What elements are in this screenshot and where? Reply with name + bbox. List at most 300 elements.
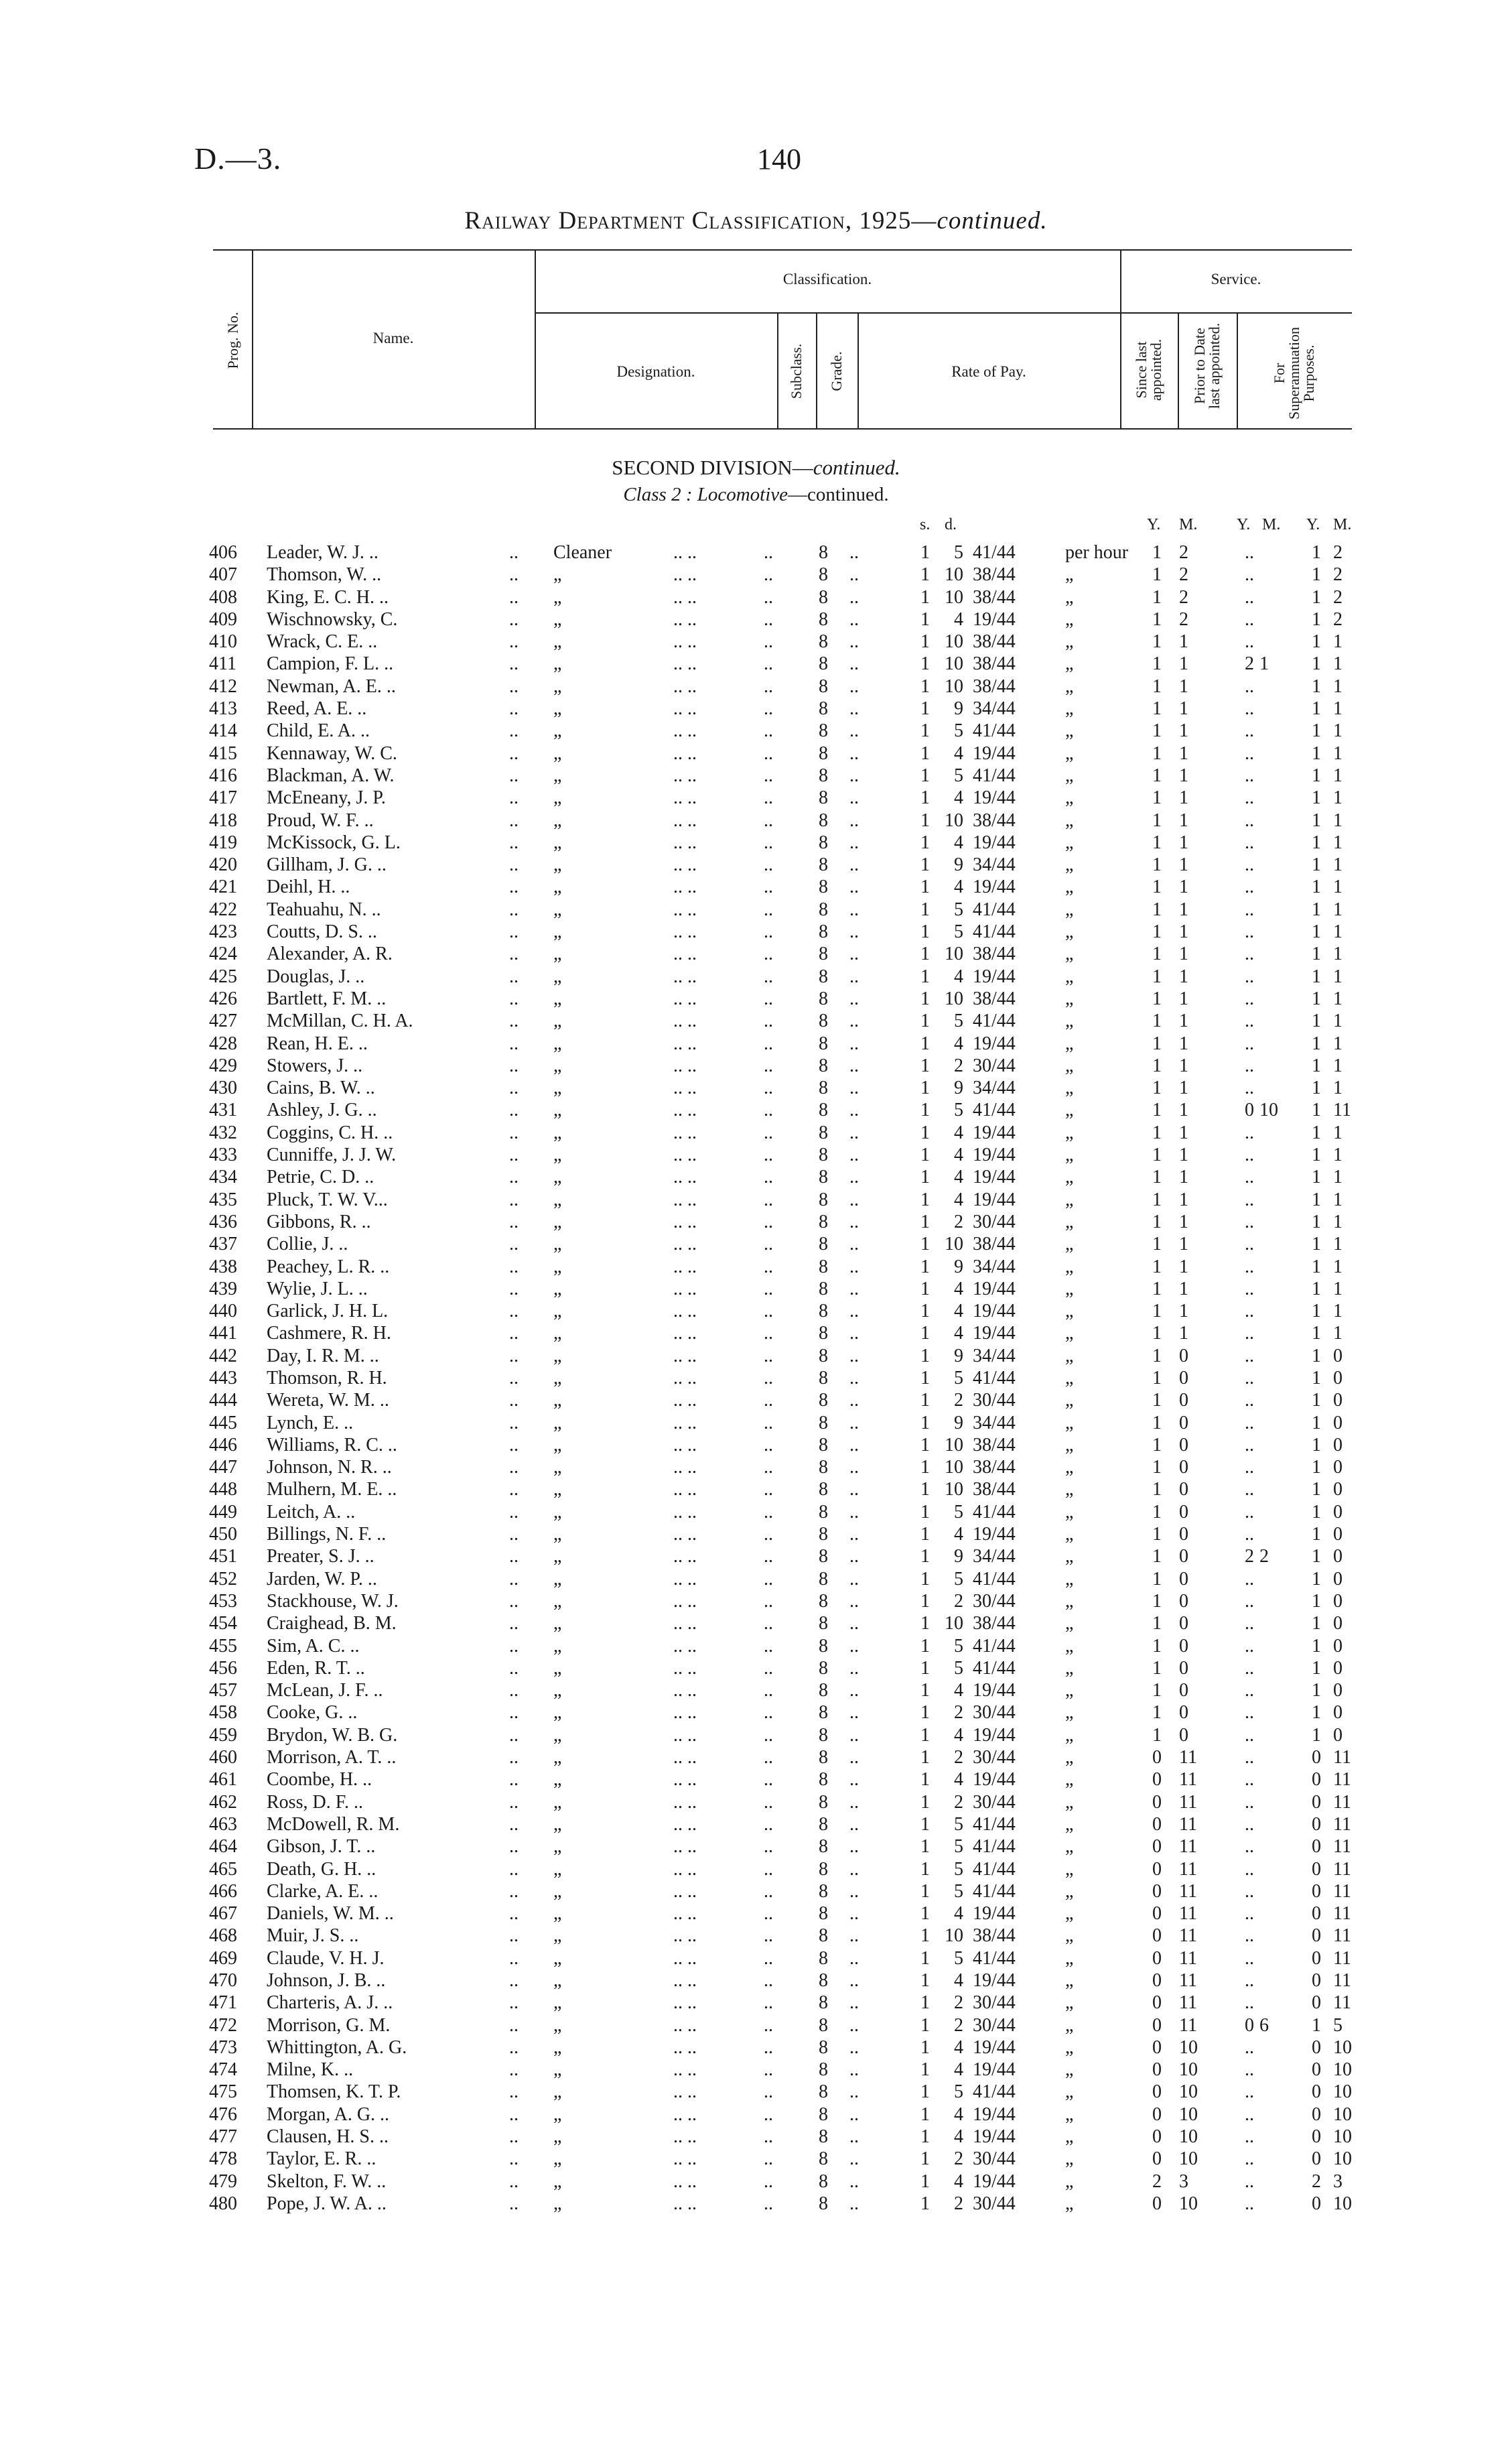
subclass: 8	[819, 564, 828, 586]
rate-basis: „	[1065, 1635, 1074, 1657]
rate-pence: 2	[954, 1992, 963, 2014]
table-row	[0, 1590, 1512, 1612]
leader-dots: ..	[764, 1546, 773, 1567]
superannuation-years: 1	[1312, 1055, 1321, 1076]
rate-fraction: 34/44	[973, 854, 1016, 876]
leader-dots: .. ..	[673, 1033, 697, 1054]
prog-number: 409	[209, 608, 237, 630]
leader-dots: ..	[509, 1457, 519, 1478]
subclass: 8	[819, 2148, 828, 2170]
rate-basis: „	[1065, 944, 1074, 965]
designation: „	[553, 1903, 562, 1925]
leader-dots: ..	[764, 2014, 773, 2036]
superannuation-years: 0	[1312, 1970, 1321, 1991]
prior-years: ..	[1245, 1992, 1254, 2014]
rate-fraction: 19/44	[973, 1145, 1016, 1166]
prog-number: 467	[209, 1903, 237, 1925]
prior-years: ..	[1245, 944, 1254, 965]
superannuation-years: 0	[1312, 1903, 1321, 1925]
superannuation-months: 10	[1333, 2193, 1352, 2214]
leader-dots: ..	[764, 2059, 773, 2081]
subclass: 8	[819, 809, 828, 831]
leader-dots: ..	[849, 1189, 859, 1210]
rate-fraction: 19/44	[973, 2171, 1016, 2192]
leader-dots: ..	[509, 1367, 519, 1388]
superannuation-months: 2	[1333, 564, 1343, 586]
designation: „	[553, 921, 562, 943]
rate-shillings: 1	[920, 2081, 930, 2103]
rate-shillings: 1	[920, 1747, 930, 1768]
leader-dots: ..	[764, 1434, 773, 1455]
table-row	[0, 1701, 1512, 1724]
prior-years: ..	[1245, 1211, 1254, 1232]
rate-basis: „	[1065, 1590, 1074, 1612]
superannuation-months: 11	[1333, 1970, 1351, 1991]
leader-dots: ..	[509, 1947, 519, 1969]
leader-dots: ..	[764, 1903, 773, 1925]
leader-dots: ..	[849, 1702, 859, 1724]
rate-fraction: 41/44	[973, 1657, 1016, 1679]
prior-years: ..	[1245, 1301, 1254, 1322]
subclass: 8	[819, 1323, 828, 1344]
superannuation-months: 0	[1333, 1702, 1343, 1724]
superannuation-years: 1	[1312, 1078, 1321, 1099]
designation: „	[553, 1033, 562, 1054]
leader-dots: ..	[764, 631, 773, 653]
rate-pence: 10	[945, 586, 963, 608]
rate-basis: „	[1065, 653, 1074, 675]
leader-dots: ..	[764, 1367, 773, 1388]
prog-number: 423	[209, 921, 237, 943]
leader-dots: .. ..	[673, 921, 697, 943]
leader-dots: ..	[849, 542, 859, 563]
designation: „	[553, 2171, 562, 2192]
page-title-main: Railway Department Classification, 1925—	[464, 207, 937, 235]
since-last-months: 1	[1179, 1100, 1188, 1121]
leader-dots: ..	[849, 787, 859, 809]
leader-dots: ..	[849, 1546, 859, 1567]
leader-dots: ..	[509, 988, 519, 1009]
superannuation-years: 1	[1312, 698, 1321, 720]
leader-dots: ..	[849, 586, 859, 608]
leader-dots: ..	[849, 1791, 859, 1813]
superannuation-months: 1	[1333, 966, 1343, 987]
leader-dots: ..	[764, 1657, 773, 1679]
rate-shillings: 1	[920, 1970, 930, 1991]
table-row	[0, 2081, 1512, 2103]
employee-name: Skelton, F. W. ..	[267, 2171, 387, 2192]
prog-number: 421	[209, 877, 237, 898]
designation: „	[553, 1122, 562, 1143]
table-row	[0, 698, 1512, 720]
leader-dots: ..	[509, 1880, 519, 1902]
since-last-months: 0	[1179, 1434, 1188, 1455]
employee-name: McLean, J. F. ..	[267, 1680, 383, 1701]
leader-dots: ..	[509, 2171, 519, 2192]
class-name: Locomotive	[697, 484, 788, 505]
rate-fraction: 34/44	[973, 1546, 1016, 1567]
since-last-months: 0	[1179, 1367, 1188, 1388]
designation: „	[553, 944, 562, 965]
rate-shillings: 1	[920, 2148, 930, 2170]
rate-basis: „	[1065, 988, 1074, 1009]
rate-shillings: 1	[920, 2014, 930, 2036]
superannuation-months: 11	[1333, 1100, 1351, 1121]
leader-dots: ..	[849, 1836, 859, 1858]
superannuation-years: 1	[1312, 809, 1321, 831]
leader-dots: ..	[764, 2036, 773, 2058]
rate-fraction: 34/44	[973, 698, 1016, 720]
rate-shillings: 1	[920, 877, 930, 898]
since-last-months: 10	[1179, 2059, 1198, 2081]
prog-number: 458	[209, 1702, 237, 1724]
rate-pence: 4	[954, 2103, 963, 2125]
prog-number: 472	[209, 2014, 237, 2036]
designation: „	[553, 1434, 562, 1455]
prog-number: 459	[209, 1724, 237, 1746]
class-suffix: —continued.	[788, 484, 889, 505]
leader-dots: ..	[849, 1501, 859, 1522]
prior-years: ..	[1245, 1234, 1254, 1255]
subclass: 8	[819, 1635, 828, 1657]
prog-number: 407	[209, 564, 237, 586]
designation: „	[553, 1813, 562, 1835]
leader-dots: .. ..	[673, 1836, 697, 1858]
rate-pence: 10	[945, 631, 963, 653]
prior-years: ..	[1245, 877, 1254, 898]
leader-dots: ..	[849, 1256, 859, 1277]
rate-shillings: 1	[920, 586, 930, 608]
prog-number: 474	[209, 2059, 237, 2081]
since-last-years: 0	[1152, 1903, 1162, 1925]
superannuation-years: 1	[1312, 542, 1321, 563]
rate-fraction: 30/44	[973, 1211, 1016, 1232]
prior-years: ..	[1245, 2126, 1254, 2148]
since-last-years: 2	[1152, 2171, 1162, 2192]
leader-dots: ..	[849, 1323, 859, 1344]
designation: „	[553, 2059, 562, 2081]
superannuation-months: 11	[1333, 1880, 1351, 1902]
superannuation-months: 0	[1333, 1501, 1343, 1522]
leader-dots: ..	[849, 1367, 859, 1388]
leader-dots: ..	[509, 1078, 519, 1099]
leader-dots: ..	[849, 2193, 859, 2214]
rate-fraction: 19/44	[973, 2059, 1016, 2081]
table-row	[0, 1010, 1512, 1032]
since-last-years: 1	[1152, 1100, 1162, 1121]
designation: „	[553, 586, 562, 608]
rate-shillings: 1	[920, 832, 930, 853]
since-last-months: 1	[1179, 1301, 1188, 1322]
employee-name: Cashmere, R. H.	[267, 1323, 391, 1344]
since-last-months: 0	[1179, 1568, 1188, 1590]
superannuation-years: 1	[1312, 1011, 1321, 1032]
rate-pence: 9	[954, 1256, 963, 1277]
leader-dots: ..	[849, 2148, 859, 2170]
since-last-months: 0	[1179, 1546, 1188, 1567]
superannuation-months: 11	[1333, 1791, 1351, 1813]
prog-number: 470	[209, 1970, 237, 1991]
leader-dots: ..	[849, 1524, 859, 1545]
superannuation-years: 1	[1312, 1033, 1321, 1054]
leader-dots: ..	[764, 1992, 773, 2014]
rate-shillings: 1	[920, 1345, 930, 1366]
unit-years: Y.	[1147, 516, 1161, 533]
leader-dots: ..	[764, 1702, 773, 1724]
table-row	[0, 1568, 1512, 1590]
leader-dots: ..	[764, 564, 773, 586]
rate-shillings: 1	[920, 1702, 930, 1724]
superannuation-months: 11	[1333, 1858, 1351, 1880]
rate-pence: 5	[954, 765, 963, 786]
superannuation-years: 1	[1312, 1323, 1321, 1344]
leader-dots: ..	[849, 1434, 859, 1455]
rate-shillings: 1	[920, 720, 930, 742]
designation: „	[553, 832, 562, 853]
table-row	[0, 1880, 1512, 1902]
rate-basis: „	[1065, 2081, 1074, 2103]
col-name: Name.	[372, 330, 414, 346]
rate-shillings: 1	[920, 608, 930, 630]
since-last-months: 1	[1179, 854, 1188, 876]
leader-dots: .. ..	[673, 720, 697, 742]
leader-dots: .. ..	[673, 1568, 697, 1590]
table-row	[0, 1077, 1512, 1099]
leader-dots: ..	[849, 1479, 859, 1500]
rate-shillings: 1	[920, 1769, 930, 1791]
prior-years: ..	[1245, 742, 1254, 764]
rate-pence: 9	[954, 1546, 963, 1567]
rate-fraction: 41/44	[973, 1947, 1016, 1969]
designation: „	[553, 787, 562, 809]
prior-years: ..	[1245, 1278, 1254, 1299]
rate-pence: 5	[954, 1011, 963, 1032]
leader-dots: ..	[764, 1813, 773, 1835]
rate-fraction: 34/44	[973, 1412, 1016, 1433]
since-last-months: 0	[1179, 1524, 1188, 1545]
designation: „	[553, 1367, 562, 1388]
leader-dots: ..	[509, 2081, 519, 2103]
rate-basis: „	[1065, 1011, 1074, 1032]
header-divider	[535, 312, 1120, 314]
rate-fraction: 34/44	[973, 1256, 1016, 1277]
leader-dots: ..	[849, 899, 859, 920]
table-row	[0, 653, 1512, 675]
designation: „	[553, 988, 562, 1009]
employee-name: Daniels, W. M. ..	[267, 1903, 394, 1925]
table-row	[0, 1367, 1512, 1389]
rate-basis: „	[1065, 1568, 1074, 1590]
rate-fraction: 19/44	[973, 787, 1016, 809]
since-last-years: 1	[1152, 608, 1162, 630]
rate-pence: 4	[954, 832, 963, 853]
subclass: 8	[819, 1145, 828, 1166]
rate-pence: 2	[954, 1702, 963, 1724]
since-last-months: 1	[1179, 921, 1188, 943]
superannuation-years: 1	[1312, 653, 1321, 675]
superannuation-months: 0	[1333, 1724, 1343, 1746]
subclass: 8	[819, 988, 828, 1009]
rate-shillings: 1	[920, 765, 930, 786]
prog-number: 454	[209, 1613, 237, 1634]
subclass: 8	[819, 1546, 828, 1567]
rate-shillings: 1	[920, 2103, 930, 2125]
subclass: 8	[819, 877, 828, 898]
prior-years: ..	[1245, 2103, 1254, 2125]
table-row	[0, 1992, 1512, 2014]
designation: „	[553, 1055, 562, 1076]
rate-fraction: 19/44	[973, 1769, 1016, 1791]
rate-fraction: 30/44	[973, 1390, 1016, 1411]
subclass: 8	[819, 1813, 828, 1835]
since-last-months: 1	[1179, 742, 1188, 764]
subclass: 8	[819, 1011, 828, 1032]
leader-dots: ..	[764, 1167, 773, 1188]
superannuation-years: 1	[1312, 1457, 1321, 1478]
rate-shillings: 1	[920, 1145, 930, 1166]
employee-name: Wischnowsky, C.	[267, 608, 398, 630]
superannuation-months: 11	[1333, 1947, 1351, 1969]
prior-years: ..	[1245, 631, 1254, 653]
rate-shillings: 1	[920, 1992, 930, 2014]
employee-name: Death, G. H. ..	[267, 1858, 376, 1880]
leader-dots: ..	[849, 1078, 859, 1099]
leader-dots: ..	[509, 1546, 519, 1567]
designation: „	[553, 1457, 562, 1478]
since-last-months: 1	[1179, 675, 1188, 697]
table-row	[0, 586, 1512, 608]
rate-pence: 4	[954, 1323, 963, 1344]
leader-dots: ..	[764, 742, 773, 764]
prog-number: 478	[209, 2148, 237, 2170]
rate-basis: „	[1065, 1078, 1074, 1099]
rate-basis: „	[1065, 1702, 1074, 1724]
class-label: Class 2 :	[623, 484, 693, 505]
superannuation-months: 1	[1333, 877, 1343, 898]
rate-fraction: 19/44	[973, 2036, 1016, 2058]
prog-number: 419	[209, 832, 237, 853]
leader-dots: ..	[764, 2148, 773, 2170]
leader-dots: ..	[849, 877, 859, 898]
subclass: 8	[819, 2036, 828, 2058]
superannuation-months: 0	[1333, 1568, 1343, 1590]
prior-years: ..	[1245, 1702, 1254, 1724]
prior-months: 2	[1259, 1546, 1269, 1567]
rate-basis: „	[1065, 1947, 1074, 1969]
superannuation-years: 0	[1312, 1880, 1321, 1902]
table-row	[0, 2126, 1512, 2148]
designation: „	[553, 809, 562, 831]
leader-dots: ..	[849, 1234, 859, 1255]
rate-pence: 10	[945, 1479, 963, 1500]
rate-basis: „	[1065, 1256, 1074, 1277]
leader-dots: ..	[849, 1747, 859, 1768]
rate-basis: „	[1065, 1145, 1074, 1166]
leader-dots: ..	[764, 698, 773, 720]
rate-pence: 4	[954, 1903, 963, 1925]
leader-dots: ..	[509, 1145, 519, 1166]
designation: „	[553, 1613, 562, 1634]
leader-dots: ..	[764, 1189, 773, 1210]
leader-dots: ..	[849, 1100, 859, 1121]
col-service: Service.	[1211, 271, 1261, 287]
prior-years: 0	[1245, 1100, 1254, 1121]
rate-pence: 9	[954, 1412, 963, 1433]
employee-name: Campion, F. L. ..	[267, 653, 394, 675]
leader-dots: .. ..	[673, 1635, 697, 1657]
superannuation-months: 11	[1333, 1747, 1351, 1768]
leader-dots: ..	[764, 1724, 773, 1746]
rate-fraction: 41/44	[973, 720, 1016, 742]
since-last-years: 1	[1152, 1702, 1162, 1724]
rate-basis: „	[1065, 1747, 1074, 1768]
rate-pence: 2	[954, 2148, 963, 2170]
subclass: 8	[819, 1836, 828, 1858]
rate-fraction: 19/44	[973, 1301, 1016, 1322]
rate-fraction: 30/44	[973, 1992, 1016, 2014]
rate-pence: 4	[954, 1189, 963, 1210]
designation: „	[553, 1970, 562, 1991]
table-row	[0, 2014, 1512, 2036]
leader-dots: .. ..	[673, 2059, 697, 2081]
since-last-months: 1	[1179, 1278, 1188, 1299]
since-last-months: 0	[1179, 1657, 1188, 1679]
since-last-years: 1	[1152, 832, 1162, 853]
since-last-years: 1	[1152, 899, 1162, 920]
subclass: 8	[819, 1479, 828, 1500]
since-last-months: 1	[1179, 1033, 1188, 1054]
rate-fraction: 38/44	[973, 1613, 1016, 1634]
since-last-months: 0	[1179, 1680, 1188, 1701]
since-last-years: 1	[1152, 1145, 1162, 1166]
leader-dots: ..	[849, 1635, 859, 1657]
rate-basis: „	[1065, 1769, 1074, 1791]
leader-dots: ..	[509, 899, 519, 920]
leader-dots: ..	[764, 2126, 773, 2148]
prior-years: ..	[1245, 1033, 1254, 1054]
rate-pence: 5	[954, 1100, 963, 1121]
leader-dots: ..	[849, 832, 859, 853]
rate-shillings: 1	[920, 698, 930, 720]
since-last-years: 1	[1152, 1078, 1162, 1099]
superannuation-years: 1	[1312, 1345, 1321, 1366]
employee-name: Thomsen, K. T. P.	[267, 2081, 401, 2103]
table-row	[0, 541, 1512, 564]
since-last-months: 1	[1179, 765, 1188, 786]
prior-years: ..	[1245, 1747, 1254, 1768]
leader-dots: .. ..	[673, 1791, 697, 1813]
superannuation-months: 1	[1333, 675, 1343, 697]
rate-pence: 9	[954, 698, 963, 720]
prog-number: 456	[209, 1657, 237, 1679]
prog-number: 463	[209, 1813, 237, 1835]
rate-pence: 10	[945, 1925, 963, 1947]
prog-number: 411	[209, 653, 236, 675]
table-row	[0, 564, 1512, 586]
leader-dots: .. ..	[673, 1412, 697, 1433]
employee-name: Taylor, E. R. ..	[267, 2148, 376, 2170]
leader-dots: ..	[764, 1769, 773, 1791]
leader-dots: ..	[849, 1813, 859, 1835]
prog-number: 476	[209, 2103, 237, 2125]
since-last-years: 1	[1152, 1635, 1162, 1657]
rate-pence: 4	[954, 1145, 963, 1166]
since-last-years: 0	[1152, 1970, 1162, 1991]
since-last-years: 1	[1152, 675, 1162, 697]
rate-pence: 5	[954, 1880, 963, 1902]
table-row	[0, 2148, 1512, 2170]
since-last-months: 11	[1179, 1813, 1197, 1835]
